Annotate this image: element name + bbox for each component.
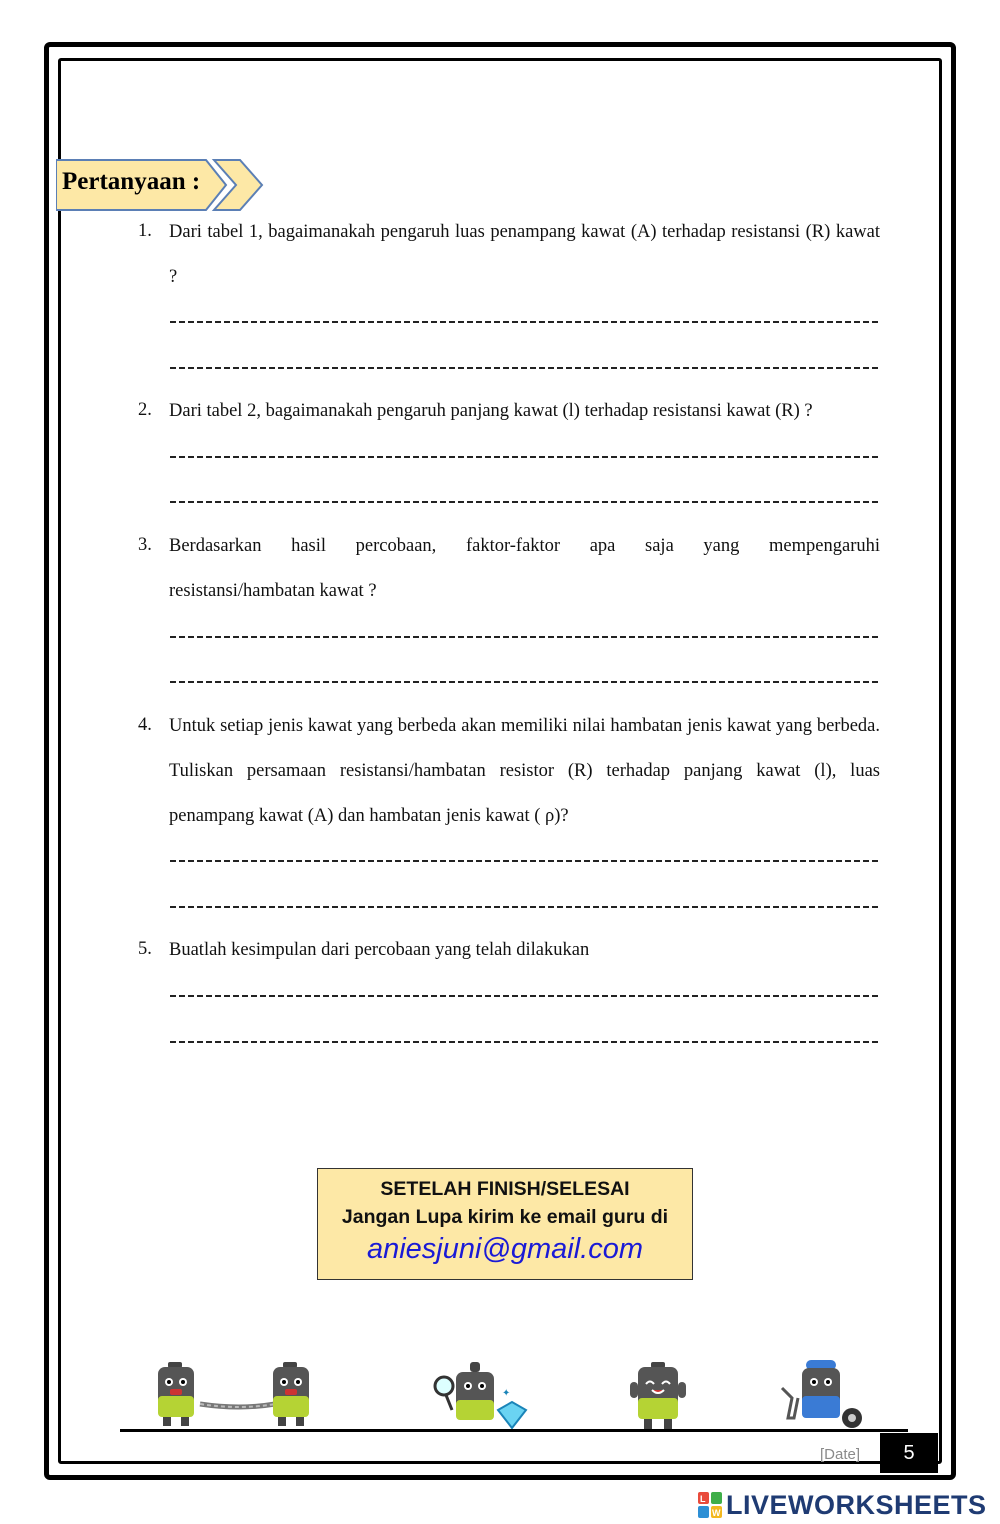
answer-line[interactable] bbox=[170, 321, 880, 323]
svg-text:L: L bbox=[700, 1494, 706, 1504]
question-number: 2. bbox=[138, 400, 152, 420]
answer-line[interactable] bbox=[170, 906, 880, 908]
question-number: 4. bbox=[138, 715, 152, 735]
liveworksheets-logo bbox=[698, 1490, 987, 1520]
section-title: Pertanyaan : bbox=[62, 168, 201, 195]
question-text-line-2: resistansi/hambatan kawat ? bbox=[169, 581, 377, 601]
notice-instruction: Jangan Lupa kirim ke email guru di bbox=[341, 1206, 669, 1228]
battery-mascot-happy-icon bbox=[628, 1362, 688, 1432]
teacher-email-link[interactable]: aniesjuni@gmail.com bbox=[366, 1233, 644, 1265]
answer-line[interactable] bbox=[170, 995, 880, 997]
notice-heading: SETELAH FINISH/SELESAI bbox=[380, 1178, 630, 1200]
question-text: Dari tabel 1, bagaimanakah pengaruh luas penampang kawat (A) terhadap resistansi (R) kawat ? bbox=[169, 222, 880, 287]
page-number: 5 bbox=[880, 1433, 938, 1473]
answer-line[interactable] bbox=[170, 1041, 880, 1043]
liveworksheets-grid-icon bbox=[698, 1492, 722, 1518]
date-placeholder: [Date] bbox=[820, 1446, 861, 1463]
question-text: Buatlah kesimpulan dari percobaan yang telah dilakukan bbox=[169, 940, 590, 960]
battery-mascot-magnifier-icon bbox=[432, 1362, 532, 1432]
question-number: 1. bbox=[138, 221, 152, 241]
question-text: Untuk setiap jenis kawat yang berbeda akan memiliki nilai hambatan jenis kawat yang berbeda. Tuliskan persamaan resistansi/hambatan resistor (R) terhadap panjang kawat (l), luas penampang kawat (A) dan hambatan jenis kawat ( ρ)? bbox=[169, 716, 880, 826]
battery-mascot-mechanic-icon bbox=[778, 1358, 868, 1432]
answer-line[interactable] bbox=[170, 456, 880, 458]
answer-line[interactable] bbox=[170, 501, 880, 503]
brand-name: LIVEWORKSHEETS bbox=[726, 1489, 987, 1520]
svg-text:W: W bbox=[712, 1508, 721, 1518]
question-text: Dari tabel 2, bagaimanakah pengaruh panjang kawat (l) terhadap resistansi kawat (R) ? bbox=[169, 401, 813, 421]
answer-line[interactable] bbox=[170, 860, 880, 862]
email-notice-box bbox=[317, 1168, 693, 1280]
svg-text:✦: ✦ bbox=[502, 1388, 511, 1399]
answer-line[interactable] bbox=[170, 636, 880, 638]
answer-line[interactable] bbox=[170, 367, 880, 369]
battery-mascots-rope-icon bbox=[150, 1362, 330, 1432]
answer-line[interactable] bbox=[170, 681, 880, 683]
footer-divider bbox=[120, 1429, 908, 1432]
question-text-line-1: Berdasarkan hasil percobaan, faktor-faktor apa saja yang mempengaruhi bbox=[169, 536, 880, 556]
section-banner bbox=[56, 158, 266, 212]
question-number: 5. bbox=[138, 939, 152, 959]
question-number: 3. bbox=[138, 535, 152, 555]
